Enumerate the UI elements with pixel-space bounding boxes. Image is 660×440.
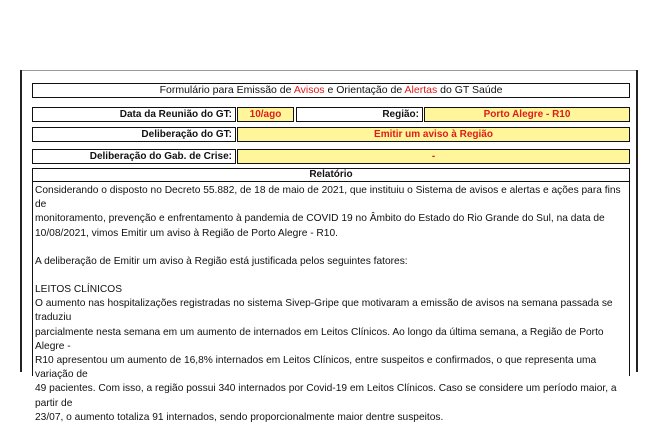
deliberation-value[interactable]: Emitir um aviso à Região: [237, 127, 630, 142]
title-alertas: Alertas: [404, 84, 438, 96]
report-section-title: LEITOS CLÍNICOS: [35, 284, 122, 296]
sheet-left-border: [20, 70, 22, 372]
sheet-top-border: [20, 70, 638, 71]
meeting-date-value[interactable]: 10/ago: [237, 107, 294, 122]
sheet-right-border: [636, 70, 638, 372]
title-part-1: Formulário para Emissão de: [159, 84, 294, 96]
title-part-2: e Orientação de: [324, 84, 405, 96]
region-value[interactable]: Porto Alegre - R10: [424, 107, 630, 122]
report-intro: Considerando o disposto no Decreto 55.882, de 18 de maio de 2021, que instituiu o Sistema de avisos e alertas e ações para fins de monitoramento, prevenção e enfrentamento à pandemia de COVID 19 no Âmbito do Estado do Rio Grande do Sul, na data de 10/08/2021, vimos Emitir um aviso à Região de Porto Alegre - R10.: [35, 185, 621, 239]
report-section-text: O aumento nas hospitalizações registradas no sistema Sivep-Gripe que motivaram a emissão de avisos na semana passada se traduziu parcialmente nesta semana em um aumento de internados em Leitos Clínicos. Ao longo da última semana, a Região de Porto Alegre - R10 apresentou um aumento de 16,8% internados em Leitos Clínicos, entre suspeitos e confirmados, o que representa uma variação de 49 pacientes. Com isso, a região possui 340 internados por Covid-19 em Leitos Clínicos. Caso se considere um período maior, a partir de 23/07, o aumento totaliza 91 internados, sendo proporcionalmente maior dentre suspeitos.: [35, 298, 617, 423]
title-part-3: do GT Saúde: [437, 84, 503, 96]
crisis-deliberation-value[interactable]: -: [237, 149, 630, 164]
report-heading: Relatório: [32, 168, 630, 182]
report-body: [32, 181, 630, 423]
form-title: [32, 83, 630, 98]
region-label: Região:: [296, 107, 423, 122]
meeting-date-label: Data da Reunião do GT:: [32, 107, 236, 122]
crisis-deliberation-label: Deliberação do Gab. de Crise:: [32, 149, 236, 164]
title-avisos: Avisos: [293, 84, 325, 96]
deliberation-label: Deliberação do GT:: [32, 127, 236, 142]
report-justification: A deliberação de Emitir um aviso à Região está justificada pelos seguintes fatores:: [35, 255, 408, 267]
